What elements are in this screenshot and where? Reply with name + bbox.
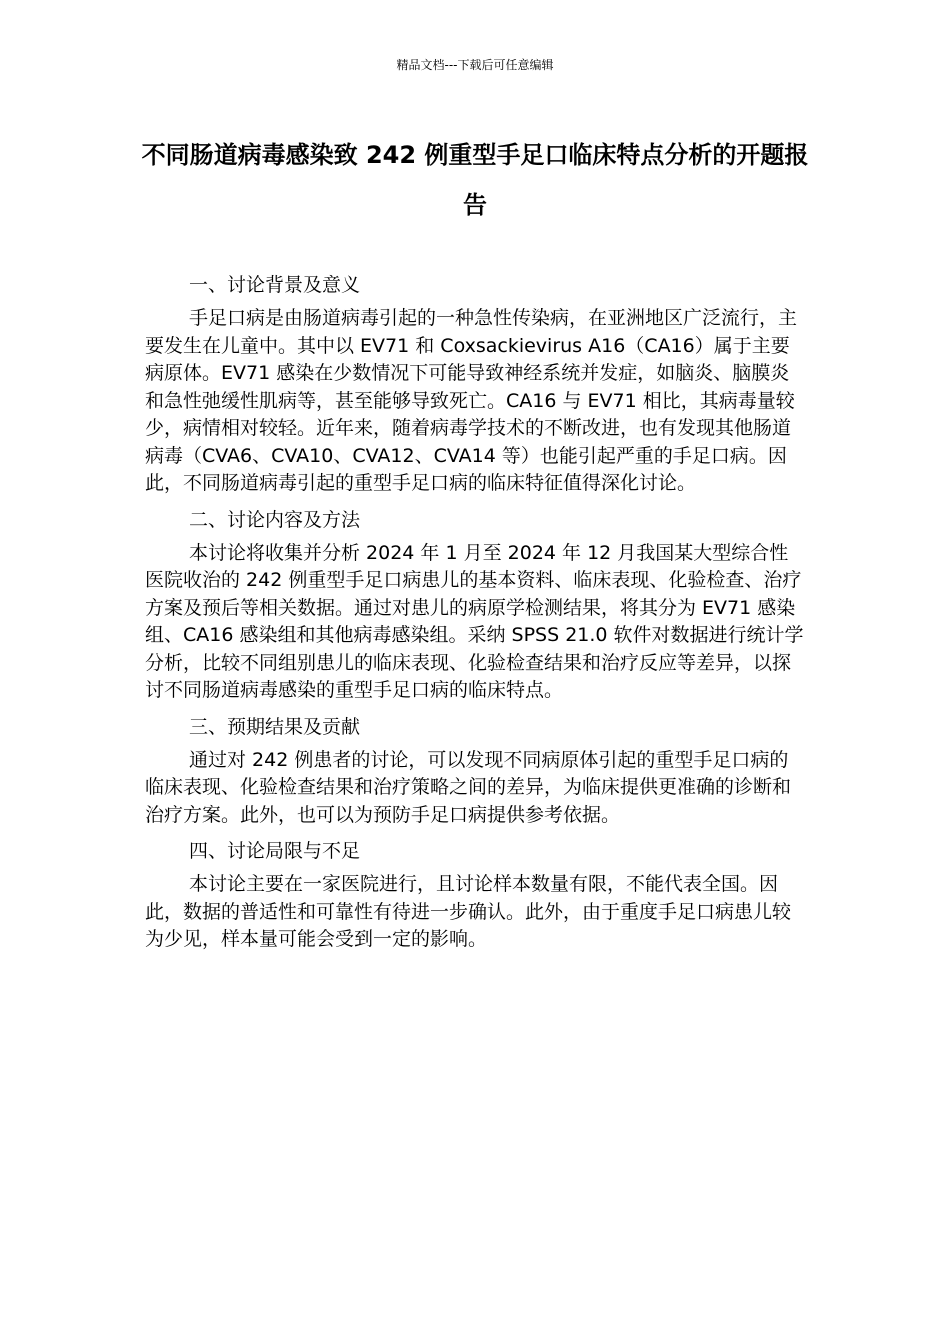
- section-paragraph-content-methods: 本讨论将收集并分析 2024 年 1 月至 2024 年 12 月我国某大型综合性医院收治的 242 例重型手足口病患儿的基本资料、临床表现、化验检查、治疗方案及预后等相关数据。通过对患儿的病原学检测结果，将其分为 EV71 感染组、CA16 感染组和其他病毒感染组。采纳 SPSS 21.0 软件对数据进行统计学分析，比较不同组别患儿的临床表现、化验检查结果和治疗反应等差异，以探讨不同肠道病毒感染的重型手足口病的临床特点。: [145, 541, 804, 701]
- section-heading-background: 一、讨论背景及意义: [189, 274, 361, 296]
- section-paragraph-expected-results: 通过对 242 例患者的讨论，可以发现不同病原体引起的重型手足口病的临床表现、化验检查结果和治疗策略之间的差异，为临床提供更准确的诊断和治疗方案。此外，也可以为预防手足口病提供参考依据。: [145, 748, 792, 826]
- section-heading-limitations: 四、讨论局限与不足: [189, 840, 361, 862]
- document-title: 不同肠道病毒感染致 242 例重型手足口临床特点分析的开题报告: [141, 141, 809, 219]
- page-header-note: 精品文档---下载后可任意编辑: [396, 58, 554, 72]
- document-body: [145, 271, 805, 962]
- section-paragraph-background: 手足口病是由肠道病毒引起的一种急性传染病，在亚洲地区广泛流行，主要发生在儿童中。其中以 EV71 和 Coxsackievirus A16（CA16）属于主要病原体。EV71 感染在少数情况下可能导致神经系统并发症，如脑炎、脑膜炎和急性弛缓性肌病等，甚至能够导致死亡。CA16 与 EV71 相比，其病毒量较少，病情相对较轻。近年来，随着病毒学技术的不断改进，也有发现其他肠道病毒（CVA6、CVA10、CVA12、CVA14 等）也能引起严重的手足口病。因此，不同肠道病毒引起的重型手足口病的临床特征值得深化讨论。: [145, 307, 798, 494]
- section-heading-content-methods: 二、讨论内容及方法: [189, 508, 361, 531]
- section-paragraph-limitations: 本讨论主要在一家医院进行，且讨论样本数量有限，不能代表全国。因此，数据的普适性和可靠性有待进一步确认。此外，由于重度手足口病患儿较为少见，样本量可能会受到一定的影响。: [145, 873, 792, 950]
- section-heading-expected-results: 三、预期结果及贡献: [189, 715, 361, 738]
